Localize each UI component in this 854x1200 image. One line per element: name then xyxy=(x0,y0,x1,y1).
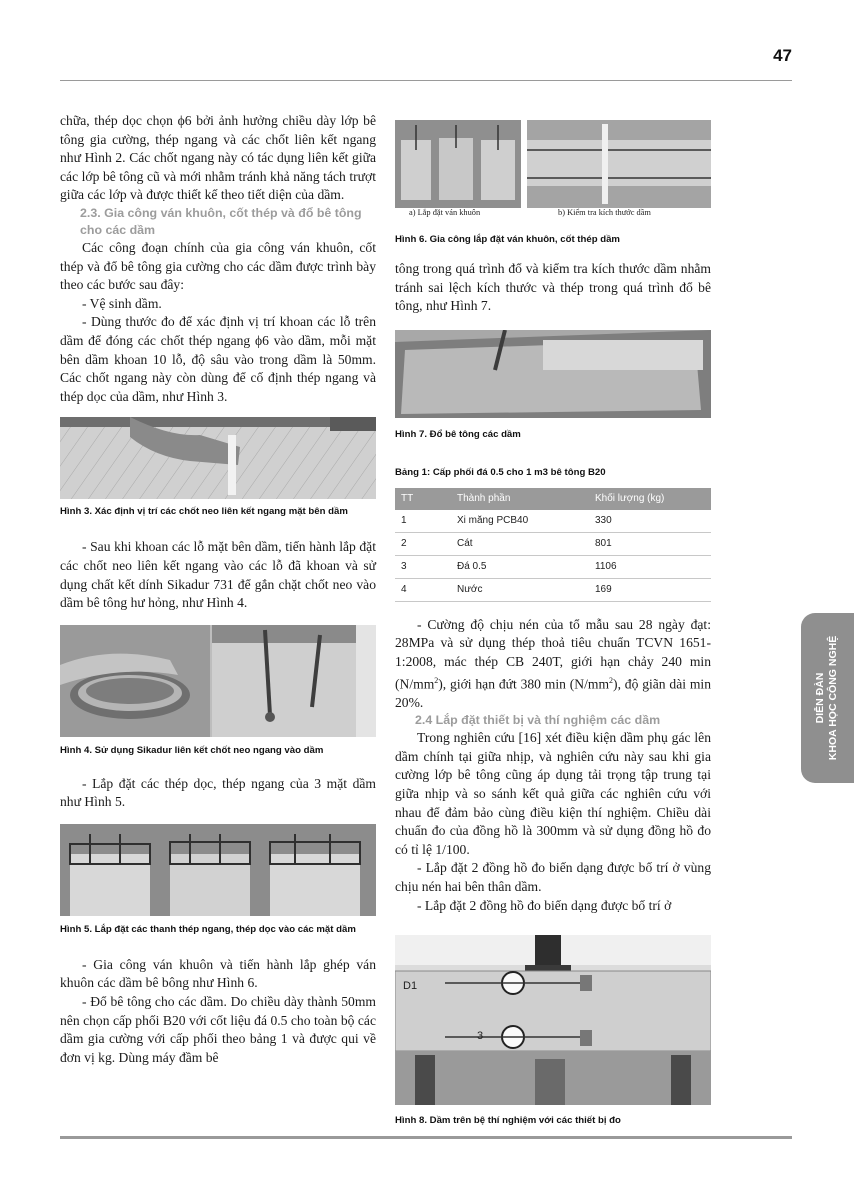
table-cell: Nước xyxy=(451,578,589,601)
table-row xyxy=(395,510,711,533)
left-paragraph-4: - Dùng thước đo để xác định vị trí khoan các lỗ trên dầm để đóng các chốt thép ngang ϕ6 vào dầm, mỗi mặt bên dầm khoan 10 lỗ, độ sâu vào trong dầm là 50mm. Các chốt ngang này còn dùng để cố định thép ngang và thép dọc của dầm, như Hình 3. xyxy=(60,314,376,404)
table-cell: 330 xyxy=(589,510,711,533)
figure-6a-subcaption: a) Lắp đặt ván khuôn xyxy=(409,208,481,217)
table-row xyxy=(395,578,711,601)
table-cell: 4 xyxy=(395,578,451,601)
section-side-tab xyxy=(801,613,854,783)
table-cell: 1 xyxy=(395,510,451,533)
left-paragraph-7: - Gia công ván khuôn và tiến hành lắp ghép ván khuôn các dầm bê bông như Hình 6. xyxy=(60,956,376,991)
left-paragraph-3: - Vệ sinh dầm. xyxy=(82,295,162,311)
figure-4-image xyxy=(60,625,376,737)
left-paragraph-8: - Đổ bê tông cho các dầm. Do chiều dày thành 50mm nên chọn cấp phối B20 với cốt liệu đá 0.5 cho toàn bộ các dầm gia cường với cấp phối theo bảng 1 và được qui về đơn vị kg. Dùng máy đầm bê xyxy=(60,994,376,1065)
table-header-component: Thành phần xyxy=(451,488,589,510)
left-paragraph-6: - Lắp đặt các thép dọc, thép ngang của 3 mặt dầm như Hình 5. xyxy=(60,775,376,810)
superscript-2: 2 xyxy=(434,675,439,685)
right-paragraph-3: Trong nghiên cứu [16] xét điều kiện dầm phụ gác lên dầm chính tại giữa nhịp, và nghiên cứu này sau khi gia cường lớp bê tông cũng áp dụng tải trọng tập trung tại giữa nhịp và so sánh kết quả giữa các nghiên cứu với nhau để đảm bảo cùng điều kiện thí nghiệm. Chiều dài chuẩn đo của đồng hồ là 300mm và sử dụng đồng hồ đo có tỉ lệ 1/100. xyxy=(395,730,711,857)
figure-8-caption: Hình 8. Dầm trên bệ thí nghiệm với các thiết bị đo xyxy=(395,1115,621,1127)
table-cell: Đá 0.5 xyxy=(451,555,589,578)
table-1-title: Bảng 1: Cấp phối đá 0.5 cho 1 m3 bê tông B20 xyxy=(395,466,606,478)
table-header-tt: TT xyxy=(395,488,451,510)
table-cell: 801 xyxy=(589,532,711,555)
table-cell: 169 xyxy=(589,578,711,601)
strength-text-a: - Cường độ chịu nén của tổ mẫu sau 28 ngày đạt: 28MPa và sử dụng thép thoả tiêu chuẩn TCVN 1651-1:2008, mác thép CB 240T, giới hạn chảy 240 min (N/mm xyxy=(395,616,711,692)
figure-8-label-3: 3 xyxy=(477,1030,484,1043)
section-heading-2-4: 2.4 Lắp đặt thiết bị và thí nghiệm các dầm xyxy=(415,713,661,728)
figure-4-caption: Hình 4. Sử dụng Sikadur liên kết chốt neo ngang vào dầm xyxy=(60,744,324,756)
right-paragraph-2 xyxy=(395,616,711,713)
figure-7-caption: Hình 7. Đổ bê tông các dầm xyxy=(395,428,521,440)
side-tab-line-1: DIỄN ĐÀN xyxy=(814,672,827,724)
table-cell: 1106 xyxy=(589,555,711,578)
table-cell: 2 xyxy=(395,532,451,555)
figure-6-image xyxy=(395,120,711,208)
superscript-2: 2 xyxy=(609,675,614,685)
table-1 xyxy=(395,488,711,602)
left-paragraph-5: - Sau khi khoan các lỗ mặt bên dầm, tiến hành lắp đặt các chốt neo liên kết ngang vào các lỗ đã khoan và sử dụng chất kết dính Sikadur 731 để gắn chặt chốt neo vào dầm bê tông hư hỏng, như Hình 4. xyxy=(60,539,376,611)
top-rule xyxy=(60,80,792,81)
figure-6-photo xyxy=(395,120,711,208)
side-tab-line-2: KHOA HỌC CÔNG NGHỆ xyxy=(827,635,840,761)
table-cell: Cát xyxy=(451,532,589,555)
left-paragraph-2: Các công đoạn chính của gia công ván khuôn, cốt thép và đổ bê tông gia cường cho các dầm được trình bày theo các bước sau đây: xyxy=(60,239,376,293)
figure-3-caption: Hình 3. Xác định vị trí các chốt neo liên kết ngang mặt bên dầm xyxy=(60,506,348,518)
figure-5-image xyxy=(60,824,376,916)
figure-5-photo xyxy=(60,824,376,916)
table-header-mass: Khối lượng (kg) xyxy=(589,488,711,510)
section-heading-2-3: 2.3. Gia công ván khuôn, cốt thép và đổ bê tông cho các dầm xyxy=(80,205,362,237)
right-paragraph-5: - Lắp đặt 2 đồng hồ đo biến dạng được bố trí ở xyxy=(417,897,672,913)
figure-3-image xyxy=(60,417,376,499)
right-paragraph-1: tông trong quá trình đổ và kiểm tra kích thước dầm nhằm tránh sai lệch kích thước và thép trong quá trình đổ bê tông, như Hình 7. xyxy=(395,261,711,314)
right-paragraph-4: - Lắp đặt 2 đồng hồ đo biến dạng được bố trí ở vùng chịu nén hai bên thân dầm. xyxy=(395,860,711,895)
figure-8-label-d1: D1 xyxy=(403,980,418,993)
table-cell: 3 xyxy=(395,555,451,578)
figure-3-photo xyxy=(60,417,376,499)
strength-text-b: ), giới hạn đứt 380 min (N/mm xyxy=(438,676,610,692)
strength-text-c: ), độ giãn dài min 20%. xyxy=(395,676,711,710)
left-column xyxy=(60,112,376,1067)
figure-8-photo xyxy=(395,935,711,1105)
table-row xyxy=(395,532,711,555)
table-cell: Xi măng PCB40 xyxy=(451,510,589,533)
table-header-row xyxy=(395,488,711,510)
figure-5-caption: Hình 5. Lắp đặt các thanh thép ngang, thép dọc vào các mặt dầm xyxy=(60,923,356,935)
figure-7-photo xyxy=(395,330,711,418)
right-column xyxy=(395,120,711,1127)
figure-4-photo xyxy=(60,625,376,737)
page-number: 47 xyxy=(773,46,792,65)
figure-6-caption: Hình 6. Gia công lắp đặt ván khuôn, cốt thép dầm xyxy=(395,234,620,245)
figure-8-image xyxy=(395,935,711,1105)
figure-6b-subcaption: b) Kiểm tra kích thước dầm xyxy=(558,208,651,217)
figure-7-image xyxy=(395,330,711,418)
bottom-rule xyxy=(60,1136,792,1139)
left-paragraph-1: chữa, thép dọc chọn ϕ6 bởi ảnh hưởng chiều dày lớp bê tông gia cường, thép ngang và các chốt liên kết ngang như Hình 2. Các chốt ngang này có tác dụng liên kết giữa các lớp bê tông cũ và mới nhằm tránh khả năng tách trượt giữa các lớp và được thiết kế theo tiết diện của dầm. xyxy=(60,113,376,203)
table-row xyxy=(395,555,711,578)
